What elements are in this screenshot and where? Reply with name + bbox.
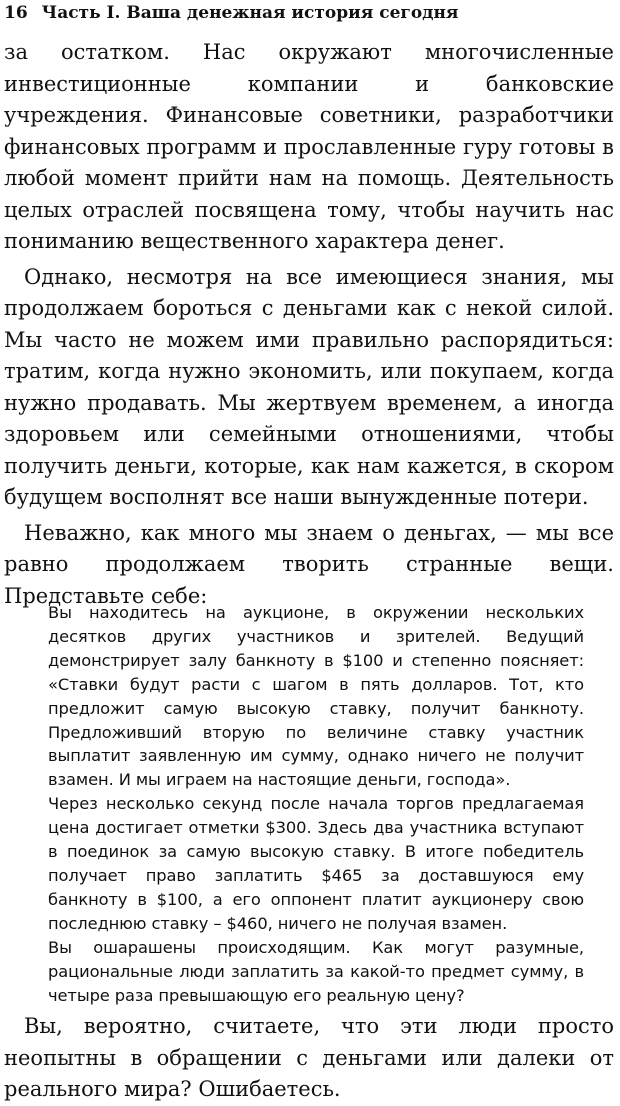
body-paragraph-3: Неважно, как много мы знаем о деньгах, — мы все равно продолжаем творить странные вещи. Представьте себе: bbox=[4, 520, 614, 608]
auction-example-block bbox=[48, 601, 584, 1007]
body-paragraph-1: за остатком. Нас окружают многочисленные инвестиционные компании и банковские учреждения. Финансовые советники, разработчики финансовых программ и прославленные гуру готовы в любой момент прийти нам на помощь. Деятельность целых отраслей посвящена тому, чтобы научить нас пониманию вещественного характера денег. bbox=[4, 40, 614, 253]
running-head bbox=[4, 2, 614, 24]
body-paragraph-2: Однако, несмотря на все имеющиеся знания, мы продолжаем бороться с деньгами как с некой силой. Мы часто не можем ими правильно распорядиться: тратим, когда нужно экономить, или покупаем, когда нужно продавать. Мы жертвуем временем, а иногда здоровьем или семейными отношениями, чтобы получить деньги, которые, как нам кажется, в скором будущем восполнят все наши вынужденные потери. bbox=[4, 264, 614, 509]
quote-paragraph-3: Вы ошарашены происходящим. Как могут разумные, рациональные люди заплатить за какой-то предмет сумму, в четыре раза превышающую его реальную цену? bbox=[48, 937, 584, 1005]
closing-paragraph: Вы, вероятно, считаете, что эти люди просто неопытны в обращении с деньгами или далеки от реального мира? Ошибаетесь. bbox=[4, 1014, 614, 1101]
body-text bbox=[4, 37, 614, 612]
running-title: Часть I. Ваша денежная история сегодня bbox=[41, 3, 459, 23]
quote-paragraph-2: Через несколько секунд после начала торгов предлагаемая цена достигает отметки $300. Здесь два участника вступают в поединок за самую высокую ставку. В итоге победитель получает право заплатить $465 за доставшуюся ему банкноту в $100, а его оппонент платит аукционеру свою последнюю ставку – $460, ничего не получая взамен. bbox=[48, 794, 584, 933]
closing-text bbox=[4, 1011, 614, 1106]
quote-paragraph-1: Вы находитесь на аукционе, в окружении нескольких десятков других участников и зрителей. Ведущий демонстрирует залу банкноту в $100 и степенно поясняет: «Ставки будут расти с шагом в пять долларов. Тот, кто предложит самую высокую ставку, получит банкноту. Предложивший вторую по величине ставку участник выплатит заявленную им сумму, однако ничего не получит взамен. И мы играем на настоящие деньги, господа». bbox=[48, 603, 584, 790]
page-number: 16 bbox=[4, 3, 28, 23]
